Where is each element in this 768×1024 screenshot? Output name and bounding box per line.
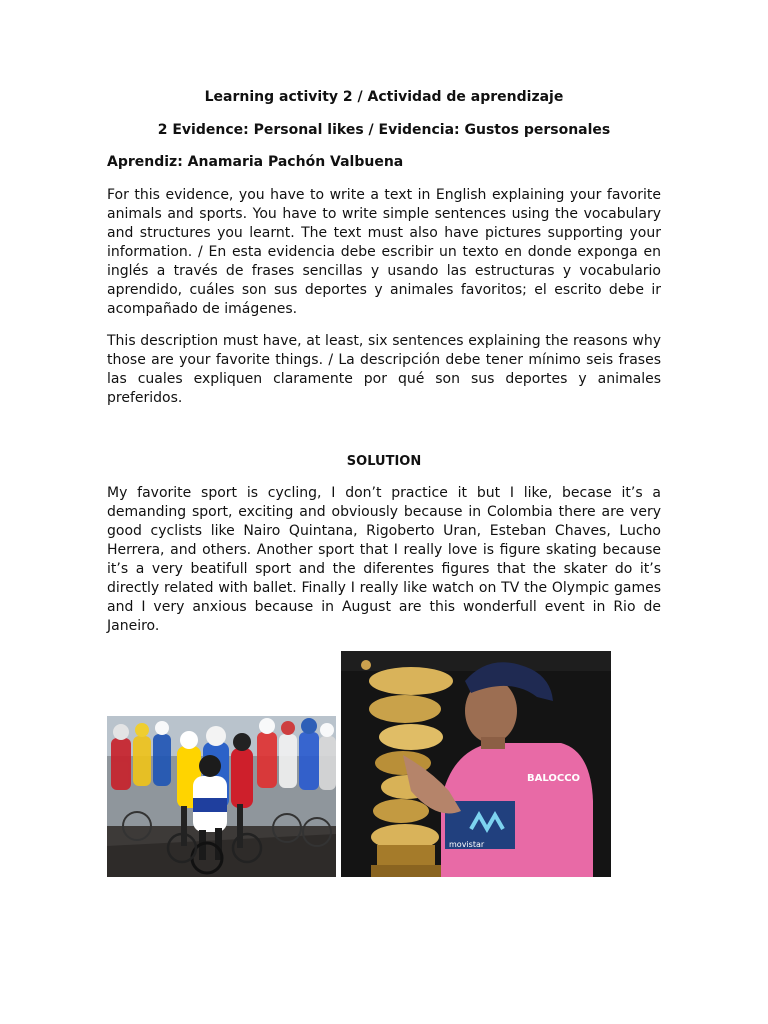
instructions-paragraph-2: This description must have, at least, six sentences explaining the reasons why those are your favorite things. / La descripción debe tener mínimo seis frases las cuales expliquen claramente por qué son sus deportes y animales preferidos.: [107, 333, 661, 406]
trophy-photo: [341, 651, 611, 877]
evidence-title: 2 Evidence: Personal likes / Evidencia: Gustos personales: [157, 122, 611, 138]
instructions-paragraph-1: For this evidence, you have to write a text in English explaining your favorite animals and sports. You have to write simple sentences using the vocabulary and structures you learnt. The text must also have pictures supporting your information. / En esta evidencia debe escribir un texto en donde exponga en inglés a través de frases sencillas y usando las estructuras y vocabulario aprendido, cuáles son sus deportes y animales favoritos; el escrito debe ir acompañado de imágenes.: [107, 187, 661, 317]
activity-title: Learning activity 2 / Actividad de aprendizaje: [204, 89, 564, 105]
svg-text:BALOCCO: BALOCCO: [527, 773, 581, 784]
svg-text:movistar: movistar: [449, 840, 485, 849]
learner-name: Aprendiz: Anamaria Pachón Valbuena: [107, 154, 404, 170]
solution-paragraph: My favorite sport is cycling, I don’t practice it but I like, becase it’s a demanding sport, exciting and obviously because in Colombia there are very good cyclists like Nairo Quintana, Rigoberto Uran, Esteban Chaves, Lucho Herrera, and others. Another sport that I really love is figure skating because it’s a very beatifull sport and the diferentes figures that the skater do it’s directly related with ballet. Finally I really like watch on TV the Olympic games and I very anxious because in August are this wonderfull event in Rio de Janeiro.: [107, 485, 661, 634]
cyclists-photo: [107, 716, 336, 877]
solution-heading: SOLUTION: [346, 454, 422, 469]
